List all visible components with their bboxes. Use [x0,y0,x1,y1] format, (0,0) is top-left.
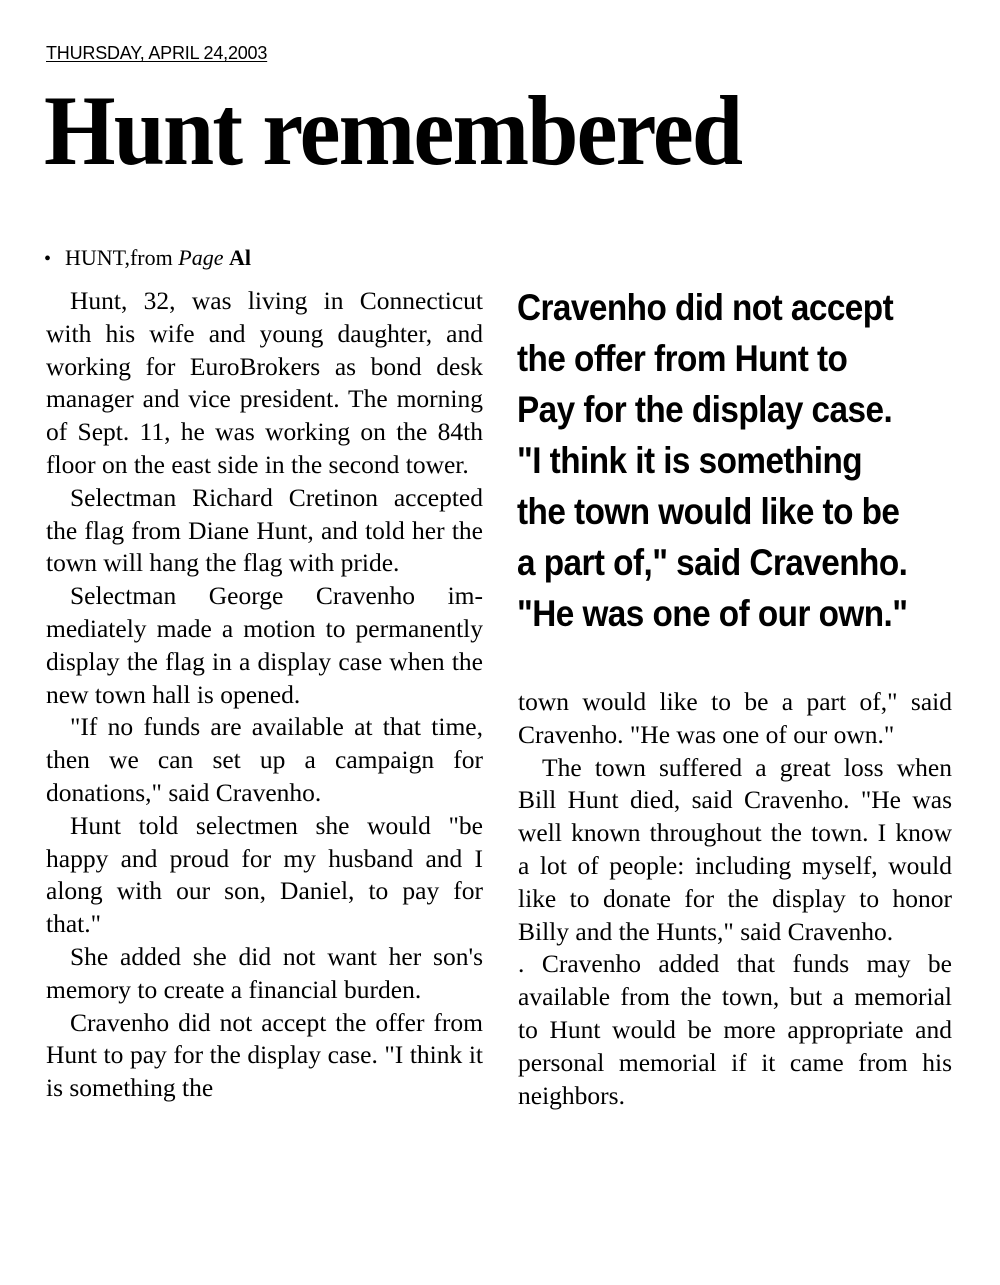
paragraph: Hunt, 32, was living in Connecticut with his wife and young daughter, and working for EuroBrokers as bond desk manager and vice president. The morning of Sept. 11, he was working on the 84th floor on the east side in the second tower. [46,286,483,479]
headline: Hunt remembered [44,75,742,186]
pull-quote-line: "He was one of our own." [517,593,908,634]
bullet-icon: • [44,248,52,270]
paragraph: She added she did not want her son's memory to create a financial burden. [46,941,483,1004]
pull-quote-line: Pay for the display case. [517,389,893,430]
paragraph: Selectman Richard Cretinon accepted the flag from Diane Hunt, and told her the town will hang the flag with pride. [46,482,483,578]
left-column [46,285,483,1105]
paragraph: Hunt told selectmen she would "be happy and proud for my husband and I along with our son, Daniel, to pay for that." [46,810,483,939]
pull-quote-line: the offer from Hunt to [517,338,848,379]
jump-page-ref: Al [228,245,251,270]
dateline: THURSDAY, APRIL 24,2003 [46,43,268,63]
jump-page-label: Page [178,245,229,270]
pull-quote-line: Cravenho did not accept [517,287,894,328]
paragraph: Cravenho did not accept the offer from Hunt to pay for the display case. "I think it is something the [46,1007,483,1103]
pull-quote-line: "I think it is something [517,440,863,481]
paragraph: . Cravenho added that funds may be available from the town, but a memorial to Hunt would be more appropriate and personal memorial if it came from his neighbors. [518,949,952,1110]
paragraph: "If no funds are available at that time, then we can set up a campaign for donations," said Cravenho. [46,712,483,807]
jump-label: HUNT,from [65,245,179,270]
right-column [518,686,952,1112]
pull-quote-line: a part of," said Cravenho. [517,542,908,583]
paragraph: Selectman George Cravenho immediately made a motion to permanently display the flag in a display case when the new town hall is opened. [46,581,483,709]
pull-quote [517,282,922,639]
jump-line [44,244,251,273]
paragraph-continuation: town would like to be a part of," said Cravenho. "He was one of our own." [518,687,952,749]
paragraph: The town suffered a great loss when Bill Hunt died, said Cravenho. "He was well known throughout the town. I know a lot of people: including myself, would like to donate for the display to honor Billy and the Hunts," said Cravenho. [518,752,952,946]
pull-quote-line: the town would like to be [517,491,900,532]
